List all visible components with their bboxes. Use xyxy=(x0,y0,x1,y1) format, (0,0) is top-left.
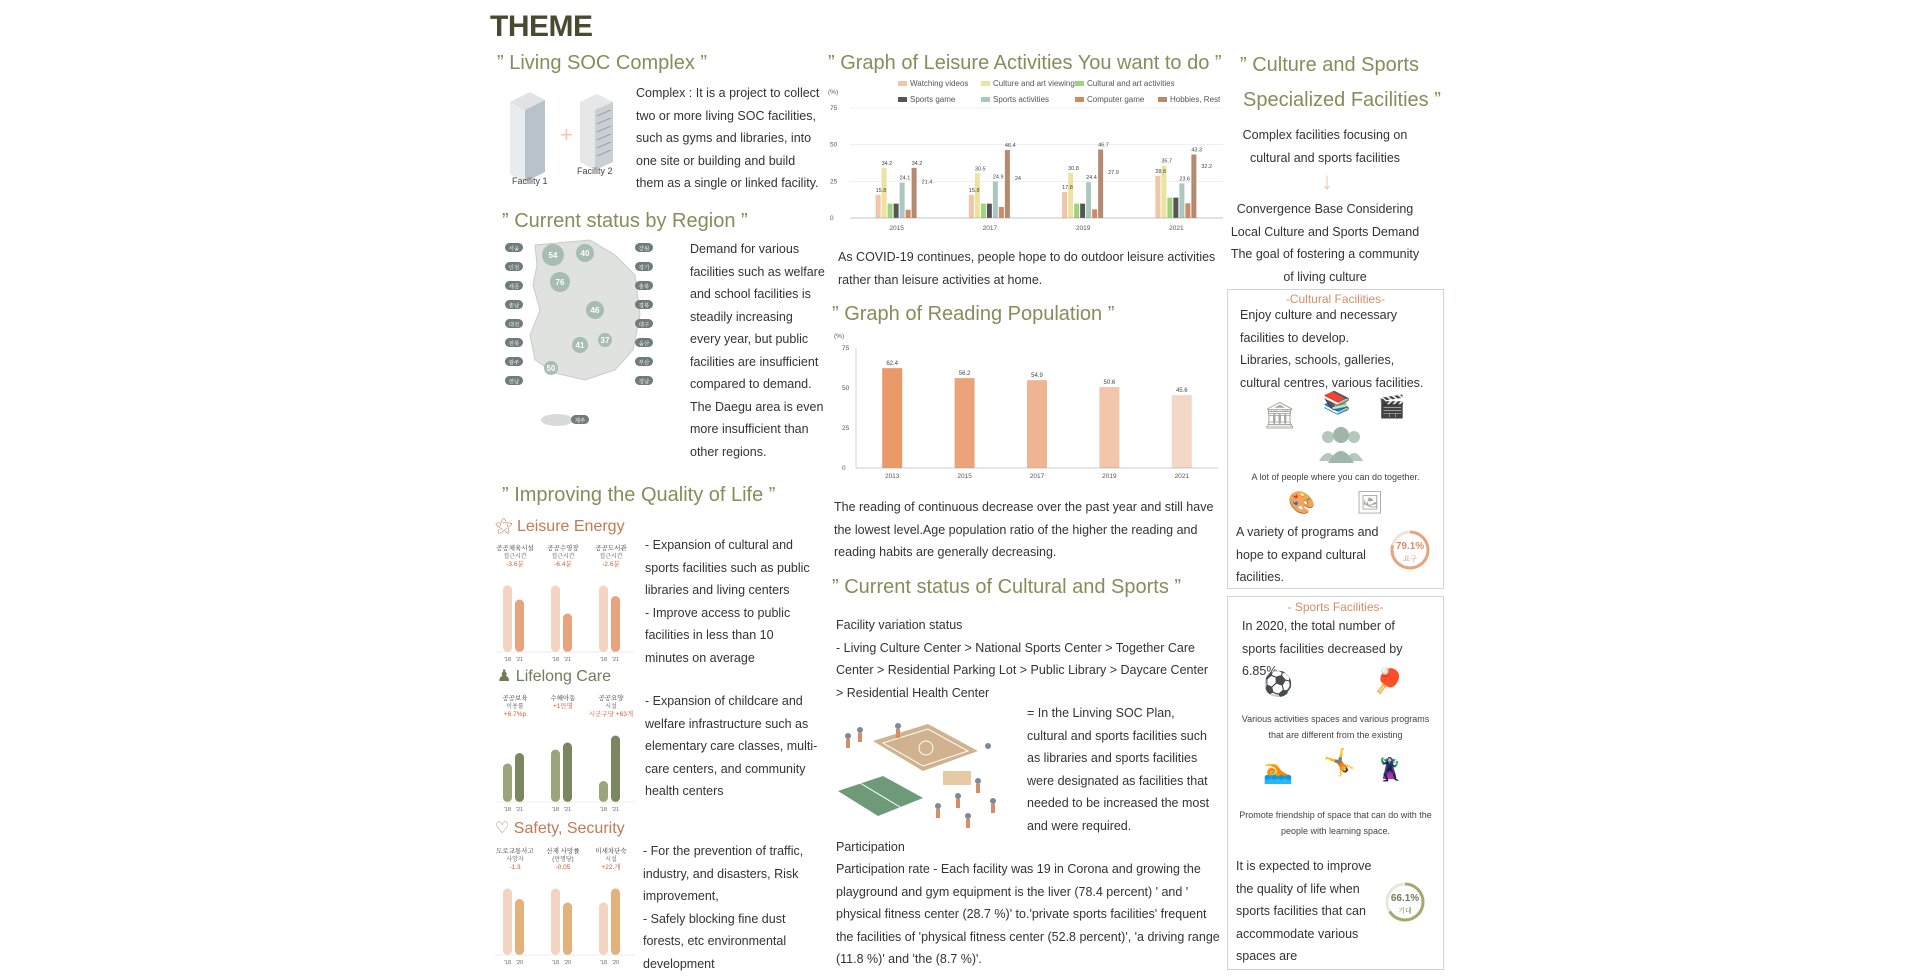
leisure-graph xyxy=(828,78,1228,238)
bar xyxy=(1074,204,1079,218)
region-tag-label: 대전 xyxy=(508,322,520,329)
y-axis-label: (%) xyxy=(834,333,845,340)
lifelong-care-text: - Expansion of childcare and welfare infrastructure such as elementary care classes, multi-care centers, and community health centers xyxy=(645,694,818,798)
bar xyxy=(599,781,608,802)
y-axis-label: (%) xyxy=(828,89,839,96)
region-tag-label: 대구 xyxy=(638,322,650,329)
safety-chart xyxy=(495,843,635,970)
x-tick-label: 2015 xyxy=(889,225,904,232)
metric-delta: -0.05 xyxy=(555,864,571,871)
facility-variation-text: Facility variation status - Living Culture Center > National Sports Center > Together Care Center > Residential Parking Lot > Public Library > Daycare Center > Residential Health Center xyxy=(836,618,1209,700)
metric-sublabel: 사망자 xyxy=(506,857,524,863)
y-tick-label: 75 xyxy=(830,105,838,112)
region-bubble-value: 76 xyxy=(555,278,565,287)
leisure-energy-chart xyxy=(495,540,635,665)
lifelong-care-heading: ♟ Lifelong Care xyxy=(497,668,611,685)
metric-sublabel: 접근시간 xyxy=(503,554,527,560)
data-label: 15.8 xyxy=(875,187,887,194)
lifelong-care-chart xyxy=(495,690,635,815)
sports-facilities-text: In 2020, the total number of sports facilities decreased by 6.85% xyxy=(1242,619,1403,678)
region-tag-label: 충남 xyxy=(508,303,520,310)
cultural-facilities-box xyxy=(1227,289,1444,589)
sports-facilities-title: - Sports Facilities- xyxy=(1287,600,1384,614)
y-tick-label: 0 xyxy=(842,465,846,472)
y-tick-label: 50 xyxy=(842,385,850,392)
region-bubble-value: 37 xyxy=(600,336,610,345)
bar xyxy=(1062,192,1067,218)
bar xyxy=(503,586,512,653)
legend-label: Computer game xyxy=(1087,95,1145,104)
data-label: 34.2 xyxy=(911,160,923,167)
year-label: '20 xyxy=(515,960,524,966)
data-label: 30.8 xyxy=(1068,165,1079,172)
cultural-percent-ring xyxy=(1388,528,1432,572)
specialized-title-line2: Specialized Facilities ” xyxy=(1243,89,1441,111)
data-label: 62.4 xyxy=(886,361,899,368)
leisure-graph-title: ” Graph of Leisure Activities You want to do ” xyxy=(828,52,1222,74)
bar xyxy=(503,764,512,803)
data-label: 35.7 xyxy=(1161,158,1173,165)
cultural-percent: 79.1% xyxy=(1395,541,1425,552)
bar xyxy=(1092,209,1097,218)
palette-icon: 🎨 xyxy=(1288,490,1316,515)
x-tick-label: 2013 xyxy=(884,473,900,480)
sports-text2: It is expected to improve the quality of life when sports facilities that can accommodate various spaces are xyxy=(1236,859,1372,963)
bar xyxy=(955,378,975,468)
bar xyxy=(611,889,620,956)
legend-swatch xyxy=(898,97,907,102)
sports-caption2: Promote friendship of space that can do with the people with learning space. xyxy=(1239,810,1432,836)
gallery-icon: 🖼 xyxy=(1356,490,1384,515)
legend-label: Cultural and art activities xyxy=(1087,79,1175,88)
bar xyxy=(1185,203,1190,218)
metric-label: 미세차단숙 xyxy=(595,848,627,855)
sports-percent-ring xyxy=(1383,880,1427,924)
x-tick-label: 2017 xyxy=(982,225,998,232)
people-group-icon xyxy=(1316,425,1366,470)
bar xyxy=(1155,176,1160,218)
clapperboard-icon: 🎬 xyxy=(1378,394,1406,419)
bar xyxy=(1005,150,1010,218)
y-tick-label: 75 xyxy=(842,345,850,352)
data-label: 46.7 xyxy=(1098,142,1109,149)
leisure-energy-text: - Expansion of cultural and sports facilities such as public libraries and living centers - Improve access to public facilities in less than 10 minutes on average xyxy=(645,538,810,665)
region-tag-label: 인천 xyxy=(508,265,520,272)
region-bubble-value: 50 xyxy=(546,364,556,373)
legend-label: Culture and art viewing xyxy=(993,79,1075,88)
living-soc-description: Complex : It is a project to collect two or more living SOC facilities, such as gyms and libraries, into one site or building and build them as a single or linked facility. xyxy=(636,86,820,190)
data-label: 17.8 xyxy=(1062,184,1073,191)
specialized-title-line1: ” Culture and Sports xyxy=(1240,54,1419,76)
leisure-icon: ⚝ xyxy=(495,515,513,535)
region-tag-label: 강원 xyxy=(638,246,650,253)
heart-hand-icon: ♡ xyxy=(495,820,510,837)
region-title: ” Current status by Region ” xyxy=(502,210,748,232)
bar xyxy=(599,903,608,956)
bar xyxy=(515,600,524,653)
bar xyxy=(900,183,905,218)
metric-delta: -2.6분 xyxy=(602,561,620,568)
legend-label: Hobbies, Rest xyxy=(1170,95,1221,104)
region-bubble-value: 40 xyxy=(580,249,590,258)
bar xyxy=(563,903,572,956)
bar xyxy=(551,750,560,803)
metric-label: 산재 사망률 xyxy=(546,848,580,855)
cultural-facilities-text: Enjoy culture and necessary facilities to develop. Libraries, schools, galleries, cultural centres, various facilities. xyxy=(1240,308,1424,390)
bar xyxy=(981,204,986,218)
metric-label: 공공체육시설 xyxy=(496,545,534,552)
legend-swatch xyxy=(1158,97,1167,102)
metric-label: 도로교통사고 xyxy=(496,848,534,855)
bar xyxy=(876,195,881,218)
metric-label: 수혜아동 xyxy=(550,695,576,702)
family-icon: ♟ xyxy=(497,668,512,685)
jeju-island-shape xyxy=(541,414,573,426)
legend-label: Sports activities xyxy=(993,95,1050,104)
bar xyxy=(1099,387,1119,468)
participation-text: Participation rate - Each facility was 19 in Corona and growing the playground and gym equipment is the liver (78.4 percent) ' and ' physical fitness center (28.7 %)' to.'private sports facilities' frequent the facilities of 'physical fitness center (52.8 percent)', 'a driving range (11.8 %)' and 'the (8.7 %)'. xyxy=(836,862,1220,966)
x-tick-label: 2021 xyxy=(1169,225,1184,232)
year-label: '18 xyxy=(551,657,560,663)
convergence-text: Convergence Base Considering Local Culture and Sports Demand The goal of fostering a community of living culture xyxy=(1230,202,1420,284)
bar xyxy=(1172,395,1192,468)
data-label: 24 xyxy=(1014,175,1021,182)
bar xyxy=(1179,183,1184,218)
year-label: '18 xyxy=(599,657,608,663)
region-bubble-value: 46 xyxy=(590,306,600,315)
bar xyxy=(551,889,560,956)
metric-sublabel: 시설 xyxy=(605,704,617,710)
legend-label: Sports game xyxy=(910,95,956,104)
bar xyxy=(611,596,620,652)
bar xyxy=(888,204,893,218)
participation-title: Participation xyxy=(836,840,905,854)
data-label: 30.5 xyxy=(974,166,986,173)
year-label: '18 xyxy=(503,960,512,966)
cultural-status-title: ” Current status of Cultural and Sports ” xyxy=(832,576,1182,598)
reading-graph xyxy=(828,328,1223,488)
leisure-energy-heading: ⚝ Leisure Energy xyxy=(495,515,625,535)
page-title: THEME xyxy=(490,10,593,43)
region-tag-label: 광주 xyxy=(508,360,520,367)
sports-facilities-box xyxy=(1227,596,1444,970)
metric-delta: +1만명 xyxy=(553,703,573,710)
year-label: '18 xyxy=(551,960,560,966)
bar xyxy=(1027,380,1047,468)
year-label: '21 xyxy=(563,657,572,663)
cultural-facilities-title: -Cultural Facilities- xyxy=(1285,292,1386,306)
data-label: 21.4 xyxy=(921,179,933,186)
building-2-icon xyxy=(580,94,613,170)
ping-pong-icon: 🏓 xyxy=(1373,668,1403,695)
reading-graph-title: ” Graph of Reading Population ” xyxy=(832,303,1115,325)
metric-label: 공공요양 xyxy=(598,695,624,702)
y-tick-label: 25 xyxy=(842,425,850,432)
year-label: '18 xyxy=(599,960,608,966)
leisure-graph-caption: As COVID-19 continues, people hope to do outdoor leisure activities rather than leisure activities at home. xyxy=(838,250,1216,287)
data-label: 46.4 xyxy=(1004,142,1016,149)
metric-sublabel: 접근시간 xyxy=(551,554,575,560)
building-1-icon xyxy=(510,92,545,182)
specialized-intro: Complex facilities focusing on cultural and sports facilities xyxy=(1242,128,1408,165)
region-tag-label: 부산 xyxy=(638,360,650,367)
year-label: '20 xyxy=(611,960,620,966)
bar xyxy=(1167,198,1172,218)
cultural-caption: A lot of people where you can do together. xyxy=(1251,472,1420,482)
bar xyxy=(1173,198,1178,218)
data-label: 32.2 xyxy=(1201,163,1213,170)
metric-delta: 시군구당 +63개 xyxy=(588,711,634,718)
year-label: '18 xyxy=(599,807,608,813)
sports-venue-illustration xyxy=(828,706,1013,836)
data-label: 15.8 xyxy=(968,187,980,194)
year-label: '21 xyxy=(515,807,524,813)
region-bubble-value: 41 xyxy=(575,341,585,350)
data-label: 24.4 xyxy=(1086,175,1097,182)
quality-title: ” Improving the Quality of Life ” xyxy=(502,484,776,506)
region-description: Demand for various facilities such as welfare and school facilities is steadily increasing every year, but public facilities are insufficient compared to demand. The Daegu area is even more insufficient than other regions. xyxy=(690,242,825,459)
bar xyxy=(1098,150,1103,218)
region-tag-label: 충북 xyxy=(638,284,650,291)
legend-swatch xyxy=(981,97,990,102)
metric-delta: -3.6분 xyxy=(506,561,524,568)
soc-plan-text: = In the Linving SOC Plan, cultural and sports facilities such as libraries and sports facilities were designated as facilities that needed to be increased the most and were required. xyxy=(1027,706,1210,833)
sports-percent-sub: 기대 xyxy=(1398,908,1412,915)
bar xyxy=(999,207,1004,218)
metric-label: 공공보육 xyxy=(502,695,528,702)
data-label: 28.8 xyxy=(1155,168,1167,175)
bar xyxy=(551,586,560,653)
ball-icon: ⚽ xyxy=(1263,671,1293,698)
bar xyxy=(503,889,512,956)
region-tag-label: 울산 xyxy=(638,341,650,348)
metric-sublabel: 접근시간 xyxy=(599,554,623,560)
bar xyxy=(1080,204,1085,218)
cultural-text2: A variety of programs and hope to expand cultural facilities. xyxy=(1236,525,1379,584)
region-bubble-value: 54 xyxy=(548,251,558,260)
data-label: 54.9 xyxy=(1031,373,1043,380)
bar xyxy=(975,173,980,218)
bar xyxy=(611,736,620,803)
metric-delta: -1.3 xyxy=(509,864,521,871)
metric-delta: +22.개 xyxy=(601,864,621,871)
bar xyxy=(563,614,572,653)
bar xyxy=(906,210,911,218)
year-label: '18 xyxy=(503,807,512,813)
bar xyxy=(993,181,998,218)
safety-heading: ♡ Safety, Security xyxy=(495,820,625,837)
bar xyxy=(515,753,524,802)
data-label: 34.2 xyxy=(881,160,893,167)
plus-sign: + xyxy=(560,122,573,147)
year-label: '21 xyxy=(611,657,620,663)
year-label: '21 xyxy=(563,807,572,813)
books-icon: 📚 xyxy=(1323,390,1351,415)
arrow-down-icon: ↓ xyxy=(1321,168,1333,195)
metric-label: 공공도서관 xyxy=(595,545,627,552)
region-tag-label: 세종 xyxy=(508,284,520,291)
year-label: '18 xyxy=(551,807,560,813)
y-tick-label: 0 xyxy=(830,215,834,222)
metric-sublabel: 시설 xyxy=(605,857,617,863)
region-tag-label: 서울 xyxy=(508,246,520,253)
data-label: 24.1 xyxy=(899,175,911,182)
x-tick-label: 2019 xyxy=(1075,225,1091,232)
data-label: 56.2 xyxy=(958,371,971,378)
data-label: 45.6 xyxy=(1175,388,1188,395)
region-tag-label: 전북 xyxy=(508,341,520,348)
region-tag-label: 전남 xyxy=(508,379,520,386)
flippers-icon: 🦹 xyxy=(1376,757,1404,782)
data-label: 27.9 xyxy=(1108,170,1119,177)
living-soc-title: ” Living SOC Complex ” xyxy=(497,52,708,74)
facility-1-label: Facility 1 xyxy=(512,176,548,186)
data-label: 43.3 xyxy=(1191,147,1203,154)
year-label: '21 xyxy=(515,657,524,663)
bar xyxy=(515,899,524,955)
bar xyxy=(1086,182,1091,218)
swimming-icon: 🏊 xyxy=(1263,758,1293,785)
legend-swatch xyxy=(981,81,990,86)
bar xyxy=(563,743,572,803)
y-tick-label: 50 xyxy=(830,141,838,149)
region-tag-label: 경남 xyxy=(638,379,650,386)
data-label: 50.6 xyxy=(1103,380,1116,387)
sports-caption1: Various activities spaces and various programs that are different from the existing xyxy=(1241,714,1430,740)
bar xyxy=(1068,173,1073,218)
data-label: 23.6 xyxy=(1179,176,1191,183)
x-tick-label: 2017 xyxy=(1029,473,1045,480)
bar xyxy=(912,168,917,218)
year-label: '18 xyxy=(503,657,512,663)
x-tick-label: 2021 xyxy=(1174,473,1190,480)
year-label: '20 xyxy=(563,960,572,966)
region-map xyxy=(505,235,655,445)
region-tag-label: 경기 xyxy=(638,265,650,272)
athlete-icon: 🤸 xyxy=(1323,747,1356,777)
facility-2-label: Facility 2 xyxy=(577,166,613,176)
legend-swatch xyxy=(1075,97,1084,102)
metric-delta: +6.7%p xyxy=(503,711,527,718)
bar xyxy=(969,195,974,218)
region-tag-label: 제주 xyxy=(574,418,586,425)
bar xyxy=(882,368,902,468)
x-tick-label: 2019 xyxy=(1102,473,1117,480)
metric-delta: -6.4분 xyxy=(554,561,572,568)
metric-sublabel: (만명당) xyxy=(552,857,574,863)
metric-label: 공공수영장 xyxy=(547,545,579,552)
legend-swatch xyxy=(898,81,907,86)
bar xyxy=(599,586,608,653)
data-label: 24.9 xyxy=(992,174,1004,181)
y-tick-label: 25 xyxy=(830,178,838,186)
cultural-percent-sub: 요구 xyxy=(1403,556,1417,563)
museum-icon: 🏛 xyxy=(1263,400,1297,430)
reading-graph-caption: The reading of continuous decrease over the past year and still have the lowest level.Age population ratio of the higher the reading and reading habits are generally decreasing. xyxy=(834,500,1214,559)
bar xyxy=(1191,154,1196,218)
year-label: '21 xyxy=(611,807,620,813)
safety-text: - For the prevention of traffic, industry, and disasters, Risk improvement, - Safely blocking fine dust forests, etc environmental development xyxy=(643,844,804,971)
metric-sublabel: 이용률 xyxy=(506,704,524,710)
region-tag-label: 경북 xyxy=(638,303,650,310)
x-tick-label: 2015 xyxy=(957,473,972,480)
legend-label: Watching videos xyxy=(910,79,969,88)
bar xyxy=(894,204,899,218)
sports-percent: 66.1% xyxy=(1390,893,1420,904)
bar xyxy=(987,204,992,218)
legend-swatch xyxy=(1075,81,1084,86)
